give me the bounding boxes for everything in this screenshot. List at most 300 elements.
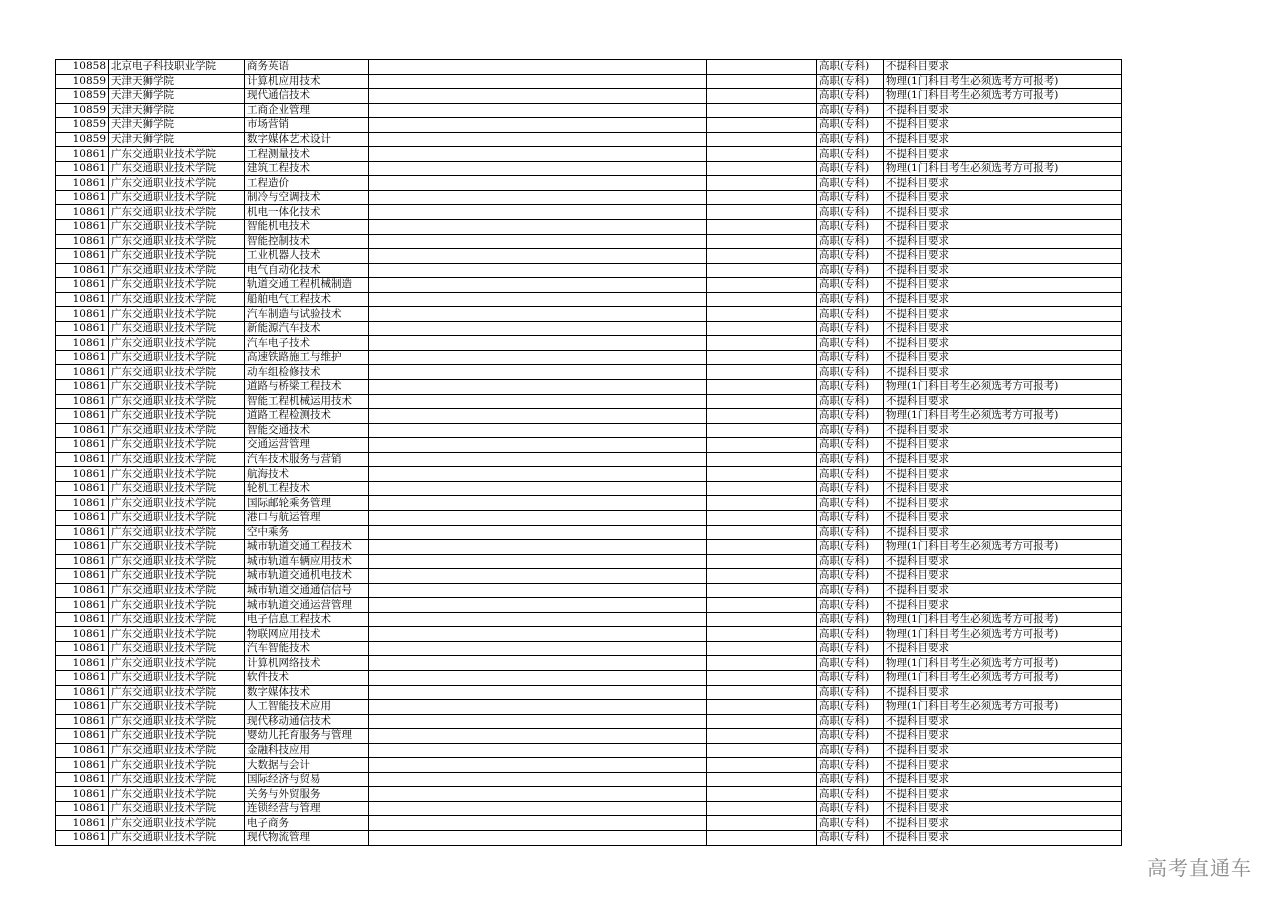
- school-code-cell: 10861: [56, 510, 109, 525]
- table-row: [56, 670, 1122, 685]
- school-name-cell: 广东交通职业技术学院: [109, 641, 245, 656]
- empty-cell: [369, 161, 707, 176]
- empty-cell: [707, 583, 817, 598]
- subject-requirement-cell: 不提科目要求: [884, 525, 1122, 540]
- level-cell: 高职(专科): [817, 540, 884, 555]
- school-code-cell: 10859: [56, 89, 109, 104]
- major-name-cell: 大数据与会计: [245, 758, 369, 773]
- empty-cell: [369, 656, 707, 671]
- school-name-cell: 北京电子科技职业学院: [109, 60, 245, 75]
- empty-cell: [707, 307, 817, 322]
- empty-cell: [707, 656, 817, 671]
- school-code-cell: 10861: [56, 438, 109, 453]
- level-cell: 高职(专科): [817, 467, 884, 482]
- school-name-cell: 广东交通职业技术学院: [109, 612, 245, 627]
- school-name-cell: 广东交通职业技术学院: [109, 801, 245, 816]
- school-name-cell: 广东交通职业技术学院: [109, 525, 245, 540]
- school-code-cell: 10861: [56, 365, 109, 380]
- major-name-cell: 城市轨道交通工程技术: [245, 540, 369, 555]
- subject-requirement-cell: 不提科目要求: [884, 729, 1122, 744]
- subject-requirement-cell: 不提科目要求: [884, 60, 1122, 75]
- school-name-cell: 广东交通职业技术学院: [109, 409, 245, 424]
- empty-cell: [369, 467, 707, 482]
- empty-cell: [369, 772, 707, 787]
- school-name-cell: 广东交通职业技术学院: [109, 190, 245, 205]
- school-code-cell: 10861: [56, 656, 109, 671]
- major-name-cell: 交通运营管理: [245, 438, 369, 453]
- level-cell: 高职(专科): [817, 598, 884, 613]
- subject-requirement-cell: 物理(1门科目考生必须选考方可报考): [884, 161, 1122, 176]
- subject-requirement-cell: 不提科目要求: [884, 467, 1122, 482]
- subject-requirement-cell: 不提科目要求: [884, 365, 1122, 380]
- empty-cell: [369, 350, 707, 365]
- level-cell: 高职(专科): [817, 641, 884, 656]
- school-name-cell: 广东交通职业技术学院: [109, 307, 245, 322]
- major-name-cell: 工程造价: [245, 176, 369, 191]
- empty-cell: [369, 569, 707, 584]
- empty-cell: [369, 700, 707, 715]
- empty-cell: [707, 787, 817, 802]
- school-name-cell: 广东交通职业技术学院: [109, 598, 245, 613]
- school-code-cell: 10859: [56, 118, 109, 133]
- subject-requirement-cell: 不提科目要求: [884, 816, 1122, 831]
- admission-table: [55, 59, 1122, 846]
- empty-cell: [707, 118, 817, 133]
- major-name-cell: 数字媒体技术: [245, 685, 369, 700]
- empty-cell: [707, 350, 817, 365]
- subject-requirement-cell: 不提科目要求: [884, 118, 1122, 133]
- subject-requirement-cell: 物理(1门科目考生必须选考方可报考): [884, 627, 1122, 642]
- subject-requirement-cell: 物理(1门科目考生必须选考方可报考): [884, 89, 1122, 104]
- school-name-cell: 广东交通职业技术学院: [109, 627, 245, 642]
- empty-cell: [707, 89, 817, 104]
- empty-cell: [707, 830, 817, 845]
- school-code-cell: 10861: [56, 394, 109, 409]
- level-cell: 高职(专科): [817, 89, 884, 104]
- table-row: [56, 74, 1122, 89]
- table-row: [56, 714, 1122, 729]
- level-cell: 高职(专科): [817, 801, 884, 816]
- empty-cell: [707, 161, 817, 176]
- table-row: [56, 729, 1122, 744]
- school-name-cell: 天津天狮学院: [109, 118, 245, 133]
- school-name-cell: 广东交通职业技术学院: [109, 220, 245, 235]
- school-code-cell: 10861: [56, 467, 109, 482]
- school-name-cell: 广东交通职业技术学院: [109, 510, 245, 525]
- table-row: [56, 263, 1122, 278]
- school-name-cell: 广东交通职业技术学院: [109, 758, 245, 773]
- level-cell: 高职(专科): [817, 569, 884, 584]
- school-name-cell: 广东交通职业技术学院: [109, 481, 245, 496]
- school-name-cell: 广东交通职业技术学院: [109, 540, 245, 555]
- major-name-cell: 港口与航运管理: [245, 510, 369, 525]
- level-cell: 高职(专科): [817, 365, 884, 380]
- school-name-cell: 广东交通职业技术学院: [109, 569, 245, 584]
- empty-cell: [707, 103, 817, 118]
- school-code-cell: 10861: [56, 816, 109, 831]
- empty-cell: [707, 729, 817, 744]
- school-code-cell: 10861: [56, 772, 109, 787]
- school-name-cell: 广东交通职业技术学院: [109, 656, 245, 671]
- school-name-cell: 广东交通职业技术学院: [109, 278, 245, 293]
- school-name-cell: 广东交通职业技术学院: [109, 685, 245, 700]
- subject-requirement-cell: 不提科目要求: [884, 103, 1122, 118]
- table-row: [56, 438, 1122, 453]
- empty-cell: [707, 801, 817, 816]
- empty-cell: [369, 510, 707, 525]
- empty-cell: [369, 190, 707, 205]
- subject-requirement-cell: 不提科目要求: [884, 569, 1122, 584]
- empty-cell: [707, 220, 817, 235]
- empty-cell: [707, 74, 817, 89]
- school-name-cell: 广东交通职业技术学院: [109, 554, 245, 569]
- level-cell: 高职(专科): [817, 205, 884, 220]
- school-code-cell: 10861: [56, 743, 109, 758]
- empty-cell: [707, 758, 817, 773]
- empty-cell: [707, 510, 817, 525]
- empty-cell: [369, 438, 707, 453]
- level-cell: 高职(专科): [817, 147, 884, 162]
- school-name-cell: 广东交通职业技术学院: [109, 350, 245, 365]
- major-name-cell: 软件技术: [245, 670, 369, 685]
- empty-cell: [707, 700, 817, 715]
- empty-cell: [707, 147, 817, 162]
- subject-requirement-cell: 不提科目要求: [884, 132, 1122, 147]
- table-row: [56, 365, 1122, 380]
- empty-cell: [369, 278, 707, 293]
- empty-cell: [369, 176, 707, 191]
- major-name-cell: 汽车智能技术: [245, 641, 369, 656]
- table-row: [56, 685, 1122, 700]
- school-name-cell: 广东交通职业技术学院: [109, 321, 245, 336]
- level-cell: 高职(专科): [817, 758, 884, 773]
- school-code-cell: 10861: [56, 452, 109, 467]
- school-name-cell: 广东交通职业技术学院: [109, 816, 245, 831]
- major-name-cell: 工商企业管理: [245, 103, 369, 118]
- school-name-cell: 天津天狮学院: [109, 89, 245, 104]
- subject-requirement-cell: 不提科目要求: [884, 321, 1122, 336]
- school-code-cell: 10861: [56, 569, 109, 584]
- subject-requirement-cell: 不提科目要求: [884, 350, 1122, 365]
- school-name-cell: 广东交通职业技术学院: [109, 205, 245, 220]
- empty-cell: [707, 336, 817, 351]
- empty-cell: [369, 89, 707, 104]
- table-row: [56, 772, 1122, 787]
- school-code-cell: 10861: [56, 263, 109, 278]
- subject-requirement-cell: 不提科目要求: [884, 205, 1122, 220]
- table-row: [56, 656, 1122, 671]
- empty-cell: [369, 758, 707, 773]
- level-cell: 高职(专科): [817, 452, 884, 467]
- table-row: [56, 540, 1122, 555]
- school-name-cell: 广东交通职业技术学院: [109, 147, 245, 162]
- school-code-cell: 10861: [56, 598, 109, 613]
- school-code-cell: 10861: [56, 190, 109, 205]
- empty-cell: [369, 670, 707, 685]
- table-row: [56, 598, 1122, 613]
- empty-cell: [369, 409, 707, 424]
- subject-requirement-cell: 不提科目要求: [884, 263, 1122, 278]
- empty-cell: [369, 714, 707, 729]
- empty-cell: [707, 321, 817, 336]
- table-row: [56, 496, 1122, 511]
- empty-cell: [707, 438, 817, 453]
- subject-requirement-cell: 物理(1门科目考生必须选考方可报考): [884, 612, 1122, 627]
- empty-cell: [369, 801, 707, 816]
- major-name-cell: 智能交通技术: [245, 423, 369, 438]
- major-name-cell: 智能机电技术: [245, 220, 369, 235]
- empty-cell: [369, 380, 707, 395]
- empty-cell: [369, 540, 707, 555]
- table-row: [56, 525, 1122, 540]
- school-code-cell: 10861: [56, 292, 109, 307]
- empty-cell: [707, 540, 817, 555]
- level-cell: 高职(专科): [817, 118, 884, 133]
- table-row: [56, 467, 1122, 482]
- major-name-cell: 建筑工程技术: [245, 161, 369, 176]
- level-cell: 高职(专科): [817, 350, 884, 365]
- subject-requirement-cell: 不提科目要求: [884, 758, 1122, 773]
- empty-cell: [369, 234, 707, 249]
- table-row: [56, 554, 1122, 569]
- level-cell: 高职(专科): [817, 525, 884, 540]
- school-code-cell: 10861: [56, 307, 109, 322]
- school-name-cell: 广东交通职业技术学院: [109, 423, 245, 438]
- school-name-cell: 广东交通职业技术学院: [109, 394, 245, 409]
- empty-cell: [707, 816, 817, 831]
- level-cell: 高职(专科): [817, 74, 884, 89]
- school-name-cell: 天津天狮学院: [109, 103, 245, 118]
- subject-requirement-cell: 不提科目要求: [884, 307, 1122, 322]
- major-name-cell: 物联网应用技术: [245, 627, 369, 642]
- major-name-cell: 计算机网络技术: [245, 656, 369, 671]
- school-code-cell: 10861: [56, 554, 109, 569]
- empty-cell: [707, 263, 817, 278]
- level-cell: 高职(专科): [817, 729, 884, 744]
- level-cell: 高职(专科): [817, 278, 884, 293]
- subject-requirement-cell: 不提科目要求: [884, 190, 1122, 205]
- level-cell: 高职(专科): [817, 234, 884, 249]
- subject-requirement-cell: 不提科目要求: [884, 641, 1122, 656]
- empty-cell: [369, 132, 707, 147]
- empty-cell: [707, 249, 817, 264]
- subject-requirement-cell: 不提科目要求: [884, 772, 1122, 787]
- table-row: [56, 307, 1122, 322]
- level-cell: 高职(专科): [817, 292, 884, 307]
- table-row: [56, 132, 1122, 147]
- empty-cell: [707, 190, 817, 205]
- major-name-cell: 市场营销: [245, 118, 369, 133]
- empty-cell: [707, 452, 817, 467]
- table-row: [56, 569, 1122, 584]
- subject-requirement-cell: 不提科目要求: [884, 685, 1122, 700]
- empty-cell: [707, 670, 817, 685]
- table-row: [56, 220, 1122, 235]
- empty-cell: [707, 714, 817, 729]
- major-name-cell: 轮机工程技术: [245, 481, 369, 496]
- empty-cell: [707, 627, 817, 642]
- major-name-cell: 电气自动化技术: [245, 263, 369, 278]
- empty-cell: [707, 772, 817, 787]
- major-name-cell: 国际经济与贸易: [245, 772, 369, 787]
- table-row: [56, 394, 1122, 409]
- table-row: [56, 103, 1122, 118]
- subject-requirement-cell: 不提科目要求: [884, 481, 1122, 496]
- empty-cell: [707, 176, 817, 191]
- empty-cell: [707, 569, 817, 584]
- level-cell: 高职(专科): [817, 583, 884, 598]
- subject-requirement-cell: 不提科目要求: [884, 510, 1122, 525]
- school-code-cell: 10861: [56, 336, 109, 351]
- school-code-cell: 10861: [56, 787, 109, 802]
- major-name-cell: 电子信息工程技术: [245, 612, 369, 627]
- major-name-cell: 城市轨道交通运营管理: [245, 598, 369, 613]
- empty-cell: [369, 525, 707, 540]
- empty-cell: [369, 554, 707, 569]
- level-cell: 高职(专科): [817, 263, 884, 278]
- major-name-cell: 连锁经营与管理: [245, 801, 369, 816]
- major-name-cell: 智能工程机械运用技术: [245, 394, 369, 409]
- level-cell: 高职(专科): [817, 612, 884, 627]
- empty-cell: [707, 641, 817, 656]
- major-name-cell: 城市轨道交通通信信号: [245, 583, 369, 598]
- table-row: [56, 627, 1122, 642]
- major-name-cell: 电子商务: [245, 816, 369, 831]
- level-cell: 高职(专科): [817, 161, 884, 176]
- school-code-cell: 10861: [56, 147, 109, 162]
- subject-requirement-cell: 物理(1门科目考生必须选考方可报考): [884, 700, 1122, 715]
- school-code-cell: 10861: [56, 612, 109, 627]
- subject-requirement-cell: 不提科目要求: [884, 336, 1122, 351]
- table-row: [56, 161, 1122, 176]
- empty-cell: [369, 816, 707, 831]
- table-row: [56, 787, 1122, 802]
- table-row: [56, 336, 1122, 351]
- school-code-cell: 10861: [56, 321, 109, 336]
- major-name-cell: 汽车技术服务与营销: [245, 452, 369, 467]
- empty-cell: [369, 729, 707, 744]
- school-name-cell: 广东交通职业技术学院: [109, 729, 245, 744]
- empty-cell: [707, 132, 817, 147]
- subject-requirement-cell: 物理(1门科目考生必须选考方可报考): [884, 74, 1122, 89]
- empty-cell: [369, 612, 707, 627]
- table-row: [56, 583, 1122, 598]
- empty-cell: [369, 249, 707, 264]
- empty-cell: [369, 583, 707, 598]
- school-name-cell: 广东交通职业技术学院: [109, 787, 245, 802]
- major-name-cell: 现代物流管理: [245, 830, 369, 845]
- empty-cell: [707, 205, 817, 220]
- empty-cell: [369, 627, 707, 642]
- table-row: [56, 89, 1122, 104]
- table-row: [56, 321, 1122, 336]
- school-name-cell: 广东交通职业技术学院: [109, 292, 245, 307]
- table-row: [56, 118, 1122, 133]
- subject-requirement-cell: 不提科目要求: [884, 423, 1122, 438]
- school-code-cell: 10861: [56, 176, 109, 191]
- subject-requirement-cell: 物理(1门科目考生必须选考方可报考): [884, 656, 1122, 671]
- level-cell: 高职(专科): [817, 787, 884, 802]
- major-name-cell: 机电一体化技术: [245, 205, 369, 220]
- school-name-cell: 广东交通职业技术学院: [109, 583, 245, 598]
- level-cell: 高职(专科): [817, 816, 884, 831]
- empty-cell: [369, 830, 707, 845]
- level-cell: 高职(专科): [817, 481, 884, 496]
- school-name-cell: 广东交通职业技术学院: [109, 772, 245, 787]
- major-name-cell: 船舶电气工程技术: [245, 292, 369, 307]
- subject-requirement-cell: 不提科目要求: [884, 743, 1122, 758]
- table-row: [56, 700, 1122, 715]
- major-name-cell: 轨道交通工程机械制造: [245, 278, 369, 293]
- table-row: [56, 205, 1122, 220]
- major-name-cell: 空中乘务: [245, 525, 369, 540]
- empty-cell: [369, 394, 707, 409]
- subject-requirement-cell: 不提科目要求: [884, 147, 1122, 162]
- subject-requirement-cell: 物理(1门科目考生必须选考方可报考): [884, 670, 1122, 685]
- empty-cell: [369, 598, 707, 613]
- empty-cell: [707, 292, 817, 307]
- subject-requirement-cell: 不提科目要求: [884, 830, 1122, 845]
- school-code-cell: 10861: [56, 758, 109, 773]
- school-code-cell: 10861: [56, 496, 109, 511]
- school-name-cell: 广东交通职业技术学院: [109, 452, 245, 467]
- school-name-cell: 广东交通职业技术学院: [109, 438, 245, 453]
- subject-requirement-cell: 不提科目要求: [884, 714, 1122, 729]
- school-name-cell: 广东交通职业技术学院: [109, 743, 245, 758]
- level-cell: 高职(专科): [817, 249, 884, 264]
- empty-cell: [369, 743, 707, 758]
- empty-cell: [369, 205, 707, 220]
- empty-cell: [369, 103, 707, 118]
- level-cell: 高职(专科): [817, 700, 884, 715]
- major-name-cell: 汽车制造与试验技术: [245, 307, 369, 322]
- school-code-cell: 10859: [56, 74, 109, 89]
- table-row: [56, 147, 1122, 162]
- empty-cell: [369, 118, 707, 133]
- empty-cell: [369, 452, 707, 467]
- major-name-cell: 国际邮轮乘务管理: [245, 496, 369, 511]
- school-code-cell: 10861: [56, 685, 109, 700]
- major-name-cell: 制冷与空调技术: [245, 190, 369, 205]
- school-code-cell: 10861: [56, 540, 109, 555]
- school-name-cell: 天津天狮学院: [109, 74, 245, 89]
- table-row: [56, 234, 1122, 249]
- level-cell: 高职(专科): [817, 670, 884, 685]
- empty-cell: [707, 60, 817, 75]
- level-cell: 高职(专科): [817, 60, 884, 75]
- empty-cell: [369, 220, 707, 235]
- empty-cell: [369, 292, 707, 307]
- major-name-cell: 婴幼儿托育服务与管理: [245, 729, 369, 744]
- major-name-cell: 工业机器人技术: [245, 249, 369, 264]
- empty-cell: [707, 365, 817, 380]
- school-name-cell: 广东交通职业技术学院: [109, 176, 245, 191]
- empty-cell: [369, 147, 707, 162]
- major-name-cell: 新能源汽车技术: [245, 321, 369, 336]
- level-cell: 高职(专科): [817, 743, 884, 758]
- major-name-cell: 道路与桥梁工程技术: [245, 380, 369, 395]
- level-cell: 高职(专科): [817, 176, 884, 191]
- major-name-cell: 现代移动通信技术: [245, 714, 369, 729]
- major-name-cell: 关务与外贸服务: [245, 787, 369, 802]
- subject-requirement-cell: 不提科目要求: [884, 220, 1122, 235]
- empty-cell: [369, 263, 707, 278]
- level-cell: 高职(专科): [817, 132, 884, 147]
- school-name-cell: 广东交通职业技术学院: [109, 234, 245, 249]
- school-code-cell: 10861: [56, 161, 109, 176]
- level-cell: 高职(专科): [817, 627, 884, 642]
- level-cell: 高职(专科): [817, 336, 884, 351]
